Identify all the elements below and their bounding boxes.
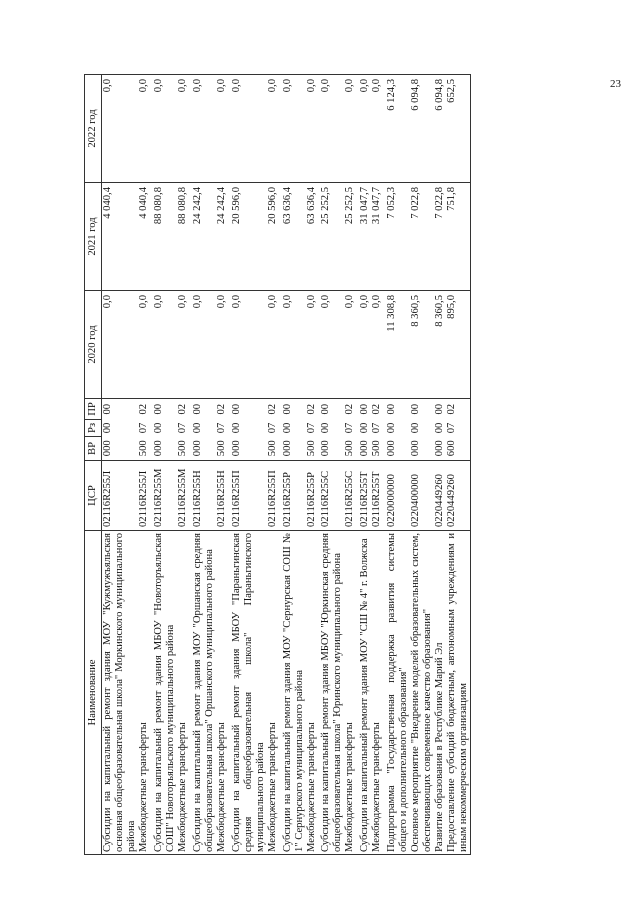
cell-csr: 02116R255P (281, 472, 293, 527)
cell-2021: 4 040,4 (138, 183, 150, 291)
cell-2021: 25 252,5 (320, 183, 344, 291)
cell-csr: 02116R255Л (102, 470, 113, 527)
cell-csr: 02116R255T (371, 471, 383, 527)
cell-csr: 02116R255P (305, 472, 317, 527)
cell-2022: 0,0 (359, 75, 371, 183)
cell-rz: 00 (230, 422, 242, 434)
table-row (446, 75, 470, 855)
cell-pr: 00 (410, 399, 434, 420)
cell-name: Межбюджетные трансферты (267, 531, 279, 855)
table-body (102, 75, 471, 855)
table-row (320, 75, 344, 855)
cell-pr: 00 (386, 399, 410, 420)
header-rz: Рз (85, 420, 102, 437)
cell-csr: 0220400000 (410, 474, 422, 527)
cell-vr: 000 (153, 437, 177, 461)
cell-2020: 0,0 (138, 291, 150, 399)
cell-rz: 07 (215, 422, 227, 434)
cell-2022: 0,0 (320, 75, 344, 183)
cell-csr: 02116R255П (266, 470, 278, 527)
cell-rz: 07 (446, 420, 470, 437)
cell-2021: 31 047,7 (359, 183, 371, 291)
cell-rz: 00 (434, 422, 446, 434)
cell-2021: 63 636,4 (306, 183, 318, 291)
cell-vr: 500 (138, 437, 150, 461)
cell-pr: 02 (306, 399, 318, 420)
cell-2020: 895,0 (446, 291, 470, 399)
cell-vr: 000 (386, 437, 410, 461)
header-name: Наименование (85, 531, 102, 855)
cell-pr: 00 (192, 399, 216, 420)
cell-2020: 8 360,5 (434, 291, 446, 399)
cell-csr: 02116R255C (320, 470, 332, 527)
cell-csr: 0220449260 (446, 461, 470, 531)
cell-name: Субсидии на капитальный ремонт здания МБОУ "Юркинская средняя общеобразовательная школа" Юринского муниципального района (320, 531, 344, 855)
cell-pr: 00 (282, 399, 306, 420)
cell-vr: 000 (102, 437, 138, 461)
cell-2022: 0,0 (267, 75, 279, 183)
cell-2021: 7 022,8 (410, 183, 434, 291)
cell-vr: 500 (344, 437, 356, 461)
cell-vr: 500 (177, 437, 189, 461)
cell-2022: 0,0 (282, 75, 306, 183)
cell-name: Основное мероприятие "Внедрение моделей образовательных систем, обеспечивающих современное качество образования" (410, 531, 434, 855)
cell-2021: 20 596,0 (267, 183, 279, 291)
cell-vr: 600 (446, 437, 470, 461)
cell-name: Субсидии на капитальный ремонт здания МОУ "Оршанская средняя общеобразовательная школа" Оршанского муниципального района (192, 531, 216, 855)
cell-vr: 000 (320, 437, 344, 461)
cell-2021: 31 047,7 (371, 183, 383, 291)
cell-2021: 88 080,8 (177, 183, 189, 291)
cell-name: Межбюджетные трансферты (216, 531, 228, 855)
cell-csr: 02116R255H (215, 470, 227, 527)
cell-vr: 500 (267, 437, 279, 461)
cell-2020: 11 308,8 (386, 291, 410, 399)
cell-name: Развитие образования в Республике Марий Эл (434, 531, 446, 855)
cell-rz: 07 (344, 422, 356, 434)
header-csr: ЦСР (85, 461, 102, 531)
cell-name: Субсидии на капитальный ремонт здания МОУ "СШ № 4" г. Волжска (359, 531, 371, 855)
table-row (102, 75, 138, 855)
cell-2022: 0,0 (138, 75, 150, 183)
cell-2020: 0,0 (153, 291, 177, 399)
cell-name: Межбюджетные трансферты (177, 531, 189, 855)
table-row (359, 75, 371, 855)
header-2020: 2020 год (85, 291, 102, 399)
cell-2022: 6 094,8 (410, 75, 434, 183)
cell-pr: 00 (231, 399, 267, 420)
cell-csr: 0220449260 (434, 474, 446, 527)
table-row (216, 75, 228, 855)
table-row (386, 75, 410, 855)
cell-2020: 0,0 (102, 291, 138, 399)
rotated-table-container (84, 75, 619, 855)
table-header-row (85, 75, 102, 855)
table-row (231, 75, 267, 855)
cell-2022: 0,0 (344, 75, 356, 183)
cell-csr: 02116R255Л (137, 470, 149, 527)
cell-2021: 24 242,4 (192, 183, 216, 291)
cell-pr: 02 (216, 399, 228, 420)
cell-rz: 07 (371, 422, 383, 434)
cell-pr: 02 (344, 399, 356, 420)
cell-csr: 02116R255C (344, 470, 356, 527)
cell-2022: 0,0 (216, 75, 228, 183)
cell-name: Межбюджетные трансферты (306, 531, 318, 855)
cell-csr: 02116R255T (359, 471, 371, 527)
cell-csr: 02116R255M (176, 468, 188, 527)
cell-vr: 000 (410, 437, 434, 461)
cell-2022: 0,0 (177, 75, 189, 183)
table-row (410, 75, 434, 855)
cell-pr: 02 (177, 399, 189, 420)
cell-2020: 0,0 (267, 291, 279, 399)
cell-vr: 000 (192, 437, 216, 461)
table-row (138, 75, 150, 855)
cell-name: Субсидии на капитальный ремонт здания МБОУ "Новоторъяльская СОШ" Новоторъяльского муниципального района (153, 531, 177, 855)
cell-2020: 0,0 (192, 291, 216, 399)
cell-csr: 02116R255П (230, 470, 242, 527)
cell-2022: 6 094,8 (434, 75, 446, 183)
cell-pr: 02 (371, 399, 383, 420)
cell-pr: 02 (267, 399, 279, 420)
cell-2020: 0,0 (371, 291, 383, 399)
header-vr: ВР (85, 437, 102, 461)
cell-2020: 0,0 (231, 291, 267, 399)
cell-2022: 0,0 (102, 75, 138, 183)
table-row (282, 75, 306, 855)
table-row (153, 75, 177, 855)
cell-name: Подпрограмма "Государственная поддержка развития системы общего и дополнительного образования" (386, 531, 410, 855)
cell-csr: 02116R255M (152, 468, 164, 527)
cell-2022: 0,0 (153, 75, 177, 183)
cell-rz: 00 (102, 422, 113, 434)
budget-table (84, 74, 471, 855)
table-row (306, 75, 318, 855)
cell-rz: 00 (320, 422, 332, 434)
cell-rz: 00 (281, 422, 293, 434)
cell-2021: 24 242,4 (216, 183, 228, 291)
cell-name: Субсидии на капитальный ремонт здания МОУ "Кужмужъяльская основная общеобразовательная школа" Моркинского муниципального района (102, 531, 138, 855)
cell-2020: 0,0 (282, 291, 306, 399)
cell-2022: 6 124,3 (386, 75, 410, 183)
cell-vr: 500 (306, 437, 318, 461)
cell-vr: 000 (231, 437, 267, 461)
table-row (344, 75, 356, 855)
cell-vr: 500 (216, 437, 228, 461)
cell-rz: 00 (386, 422, 398, 434)
table-row (192, 75, 216, 855)
cell-csr: 0220000000 (386, 474, 398, 527)
cell-2020: 8 360,5 (410, 291, 434, 399)
cell-2021: 88 080,8 (153, 183, 177, 291)
cell-2020: 0,0 (320, 291, 344, 399)
cell-rz: 07 (176, 422, 188, 434)
cell-rz: 00 (191, 422, 203, 434)
cell-2022: 0,0 (231, 75, 267, 183)
cell-rz: 00 (410, 422, 422, 434)
cell-2021: 4 040,4 (102, 183, 138, 291)
cell-pr: 00 (102, 399, 138, 420)
cell-rz: 07 (137, 422, 149, 434)
cell-2020: 0,0 (216, 291, 228, 399)
cell-2022: 0,0 (192, 75, 216, 183)
cell-vr: 000 (434, 437, 446, 461)
cell-rz: 00 (152, 422, 164, 434)
cell-name: Субсидии на капитальный ремонт здания МБОУ "Параньгинская средняя общеобразовательная школа" Параньгинского муниципального района (231, 531, 267, 855)
table-row (177, 75, 189, 855)
cell-rz: 07 (266, 422, 278, 434)
cell-pr: 00 (153, 399, 177, 420)
cell-pr: 00 (320, 399, 344, 420)
table-row (371, 75, 383, 855)
cell-pr: 00 (434, 399, 446, 420)
cell-2022: 0,0 (371, 75, 383, 183)
header-2022: 2022 год (85, 75, 102, 183)
cell-2022: 0,0 (306, 75, 318, 183)
cell-pr: 02 (138, 399, 150, 420)
cell-vr: 000 (359, 437, 371, 461)
page-number: 23 (610, 78, 621, 90)
header-pr: ПР (85, 399, 102, 420)
cell-2021: 20 596,0 (231, 183, 267, 291)
cell-2022: 652,5 (446, 75, 470, 183)
cell-pr: 00 (359, 399, 371, 420)
cell-2021: 25 252,5 (344, 183, 356, 291)
cell-2020: 0,0 (306, 291, 318, 399)
cell-vr: 500 (371, 437, 383, 461)
cell-2021: 63 636,4 (282, 183, 306, 291)
cell-2021: 7 022,8 (434, 183, 446, 291)
cell-csr: 02116R255H (191, 470, 203, 527)
cell-2021: 7 052,3 (386, 183, 410, 291)
cell-name: Межбюджетные трансферты (138, 531, 150, 855)
cell-2020: 0,0 (359, 291, 371, 399)
cell-rz: 00 (359, 422, 371, 434)
cell-rz: 07 (305, 422, 317, 434)
cell-2021: 751,8 (446, 183, 470, 291)
cell-name: Межбюджетные трансферты (344, 531, 356, 855)
cell-pr: 02 (446, 399, 470, 420)
cell-name: Межбюджетные трансферты (371, 531, 383, 855)
table-row (267, 75, 279, 855)
cell-2020: 0,0 (177, 291, 189, 399)
cell-name: Предоставление субсидий бюджетным, автономным учреждениям и иным некоммерческим организациям (446, 531, 470, 855)
header-2021: 2021 год (85, 183, 102, 291)
table-row (434, 75, 446, 855)
cell-name: Субсидии на капитальный ремонт здания МОУ "Сернурская СОШ № 1" Сернурского муниципального района (282, 531, 306, 855)
cell-2020: 0,0 (344, 291, 356, 399)
cell-vr: 000 (282, 437, 306, 461)
